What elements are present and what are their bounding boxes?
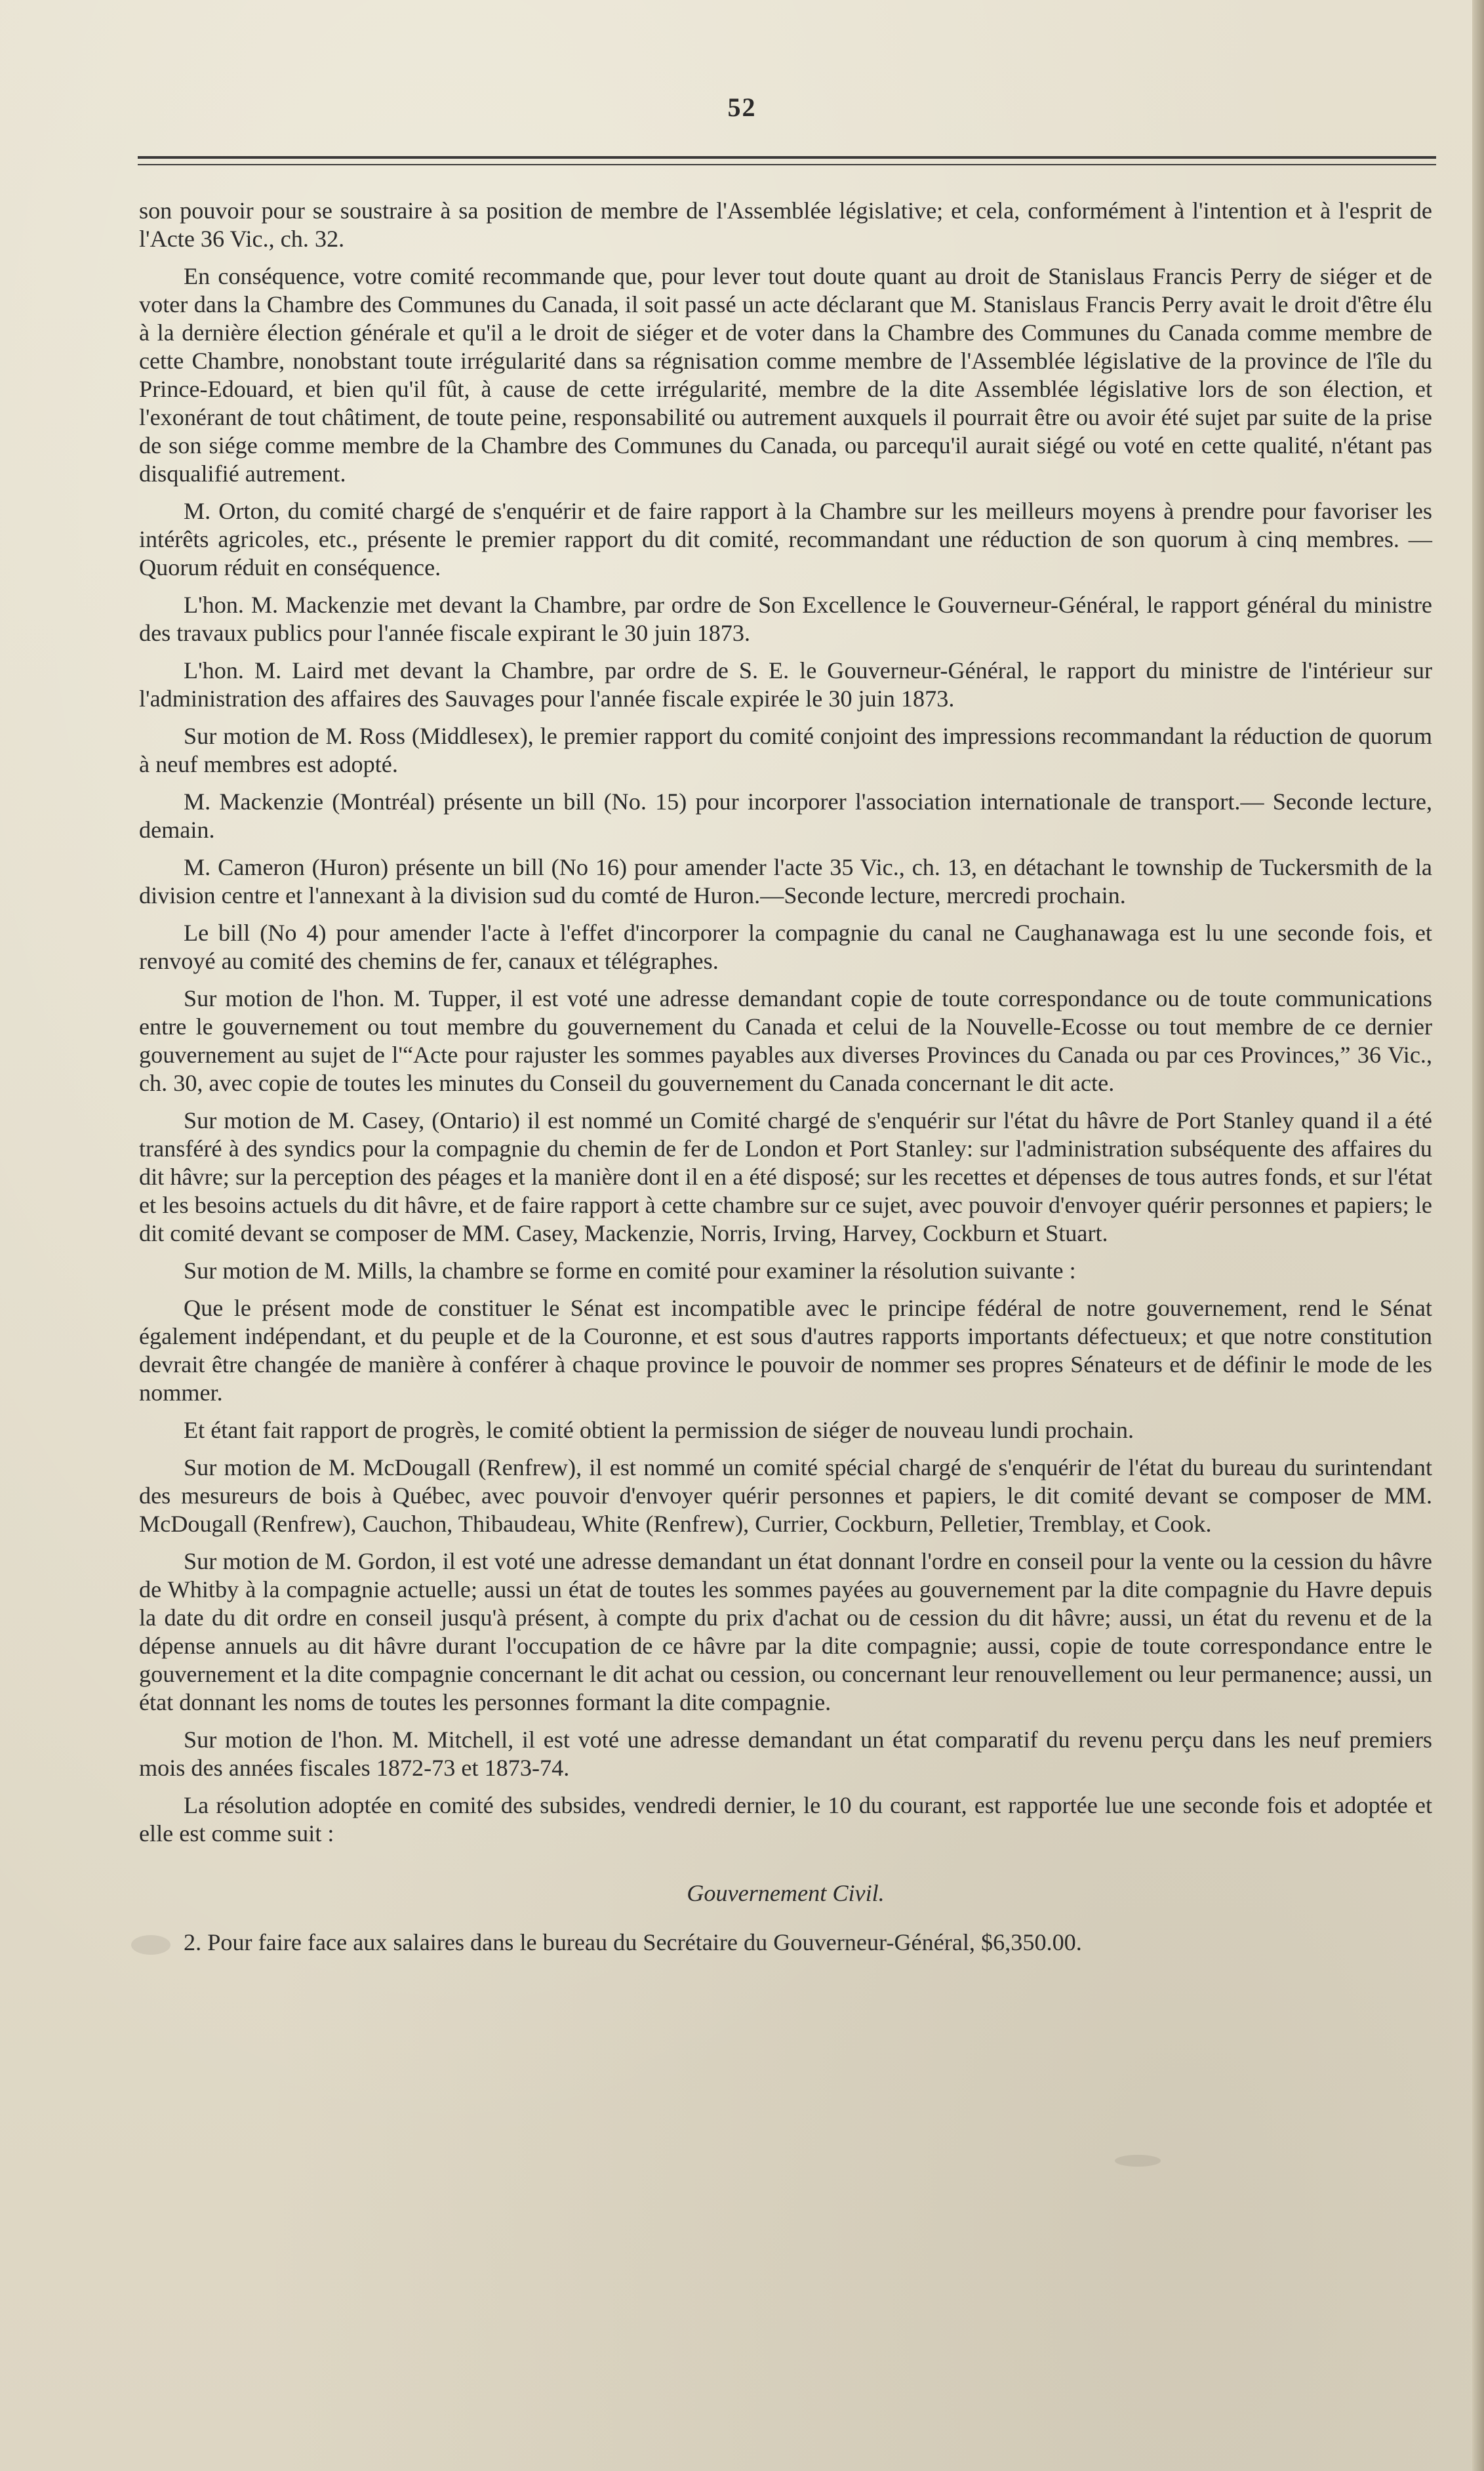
paragraph-laird-report: L'hon. M. Laird met devant la Chambre, par ordre de S. E. le Gouverneur-Général, le rapport du ministre de l'intérieur sur l'administration des affaires des Sauvages pour l'année fiscale expirée le 30 juin 1873.	[139, 657, 1432, 712]
paragraph-senate-resolution: Que le présent mode de constituer le Sénat est incompatible avec le principe fédéral de notre gouvernement, rend le Sénat également indépendant, et du peuple et de la Couronne, et est sous d'autres rapports importants défectueux; et que notre constitution devrait être changée de manière à conférer à chaque province le pouvoir de nommer ses propres Sénateurs et de définir le mode de les nommer.	[139, 1295, 1432, 1406]
paragraph-progress-report: Et étant fait rapport de progrès, le comité obtient la permission de siéger de nouveau lundi prochain.	[184, 1417, 1134, 1443]
header-rule-thin	[138, 164, 1436, 165]
appropriation-item: 2. Pour faire face aux salaires dans le bureau du Secrétaire du Gouverneur-Général, $6,350.00.	[184, 1929, 1082, 1955]
header-rule-thick	[138, 156, 1436, 159]
paragraph-casey-motion: Sur motion de M. Casey, (Ontario) il est nommé un Comité chargé de s'enquérir sur l'état du hâvre de Port Stanley quand il a été transféré à des syndics pour la compagnie du chemin de fer de London et Port Stanley: sur l'administration subséquente des affaires du dit hâvre; sur la perception des péages et la manière dont il en a été disposé; sur les recettes et dépenses de tous autres fonds, et sur l'état et les besoins actuels du dit hâvre, et de faire rapport à cette chambre sur ce sujet, avec pouvoir d'envoyer quérir personnes et papiers; le dit comité devant se composer de MM. Casey, Mackenzie, Norris, Irving, Harvey, Cockburn et Stuart.	[139, 1107, 1432, 1246]
paragraph-tupper-motion: Sur motion de l'hon. M. Tupper, il est voté une adresse demandant copie de toute correspondance ou de toute communications entre le gouvernement ou tout membre du gouvernement du Canada et celui de la Nouvelle-Ecosse ou tout membre de ce dernier gouvernement au sujet de l'“Acte pour rajuster les sommes payables aux diverses Provinces du Canada ou par ces Provinces,” 36 Vic., ch. 30, avec copie de toutes les minutes du Conseil du gouvernement du Canada concernant le dit acte.	[139, 985, 1432, 1096]
paragraph-cameron-bill: M. Cameron (Huron) présente un bill (No 16) pour amender l'acte 35 Vic., ch. 13, en détachant le township de Tuckersmith de la division centre et l'annexant à la division sud du comté de Huron.—Seconde lecture, mercredi prochain.	[139, 854, 1432, 909]
paragraph-mackenzie-public-works: L'hon. M. Mackenzie met devant la Chambre, par ordre de Son Excellence le Gouverneur-Général, le rapport général du ministre des travaux publics pour l'année fiscale expirant le 30 juin 1873.	[139, 592, 1432, 646]
paragraph-gordon-motion: Sur motion de M. Gordon, il est voté une adresse demandant un état donnant l'ordre en conseil pour la vente ou la cession du hâvre de Whitby à la compagnie actuelle; aussi un état de toutes les sommes payées au gouvernement par la dite compagnie du Havre depuis la date du dit ordre en conseil jusqu'à présent, à compte du prix d'achat ou de cession du dit hâvre; aussi, un état du revenu et de la dépense annuels au dit hâvre durant l'occupation de ce hâvre par la dite compagnie; aussi, copie de toute correspondance entre le gouvernement et la dite compagnie concernant le dit achat ou cession, ou concernant leur renouvellement ou leur permanence; aussi, un état donnant les noms de toutes les personnes formant la dite compagnie.	[139, 1548, 1432, 1715]
paragraph-bill-no-4: Le bill (No 4) pour amender l'acte à l'effet d'incorporer la compagnie du canal ne Caughanawaga est lu une seconde fois, et renvoyé au comité des chemins de fer, canaux et télégraphes.	[139, 920, 1432, 974]
paragraph-supply-resolution: La résolution adoptée en comité des subsides, vendredi dernier, le 10 du courant, est rapportée lue une seconde fois et adoptée et elle est comme suit :	[139, 1792, 1432, 1847]
paragraph-mitchell-motion: Sur motion de l'hon. M. Mitchell, il est voté une adresse demandant un état comparatif du revenu perçu dans les neuf premiers mois des années fiscales 1872-73 et 1873-74.	[139, 1726, 1432, 1781]
ink-smudge	[1115, 2155, 1161, 2167]
paragraph-orton-report: M. Orton, du comité chargé de s'enquérir et de faire rapport à la Chambre sur les meilleurs moyens à prendre pour favoriser les intérêts agricoles, etc., présente le premier rapport du dit comité, recommandant une réduction de son quorum à cinq membres. —Quorum réduit en conséquence.	[139, 498, 1432, 581]
paragraph-ross-motion: Sur motion de M. Ross (Middlesex), le premier rapport du comité conjoint des impressions recommandant la réduction de quorum à neuf membres est adopté.	[139, 723, 1432, 777]
page-edge-shadow	[1472, 0, 1484, 2471]
journal-text	[139, 197, 1432, 1966]
paragraph-continuation: son pouvoir pour se soustraire à sa position de membre de l'Assemblée législative; et cela, conformément à l'intention et à l'esprit de l'Acte 36 Vic., ch. 32.	[139, 197, 1432, 252]
paragraph-mills-motion: Sur motion de M. Mills, la chambre se forme en comité pour examiner la résolution suivante :	[184, 1257, 1076, 1284]
paragraph-mackenzie-bill: M. Mackenzie (Montréal) présente un bill (No. 15) pour incorporer l'association internationale de transport.— Seconde lecture, demain.	[139, 788, 1432, 843]
paragraph-mcdougall-motion: Sur motion de M. McDougall (Renfrew), il est nommé un comité spécial chargé de s'enquérir de l'état du bureau du surintendant des mesureurs de bois à Québec, avec pouvoir d'envoyer quérir personnes et papiers, le dit comité devant se composer de MM. McDougall (Renfrew), Cauchon, Thibaudeau, White (Renfrew), Currier, Cockburn, Pelletier, Tremblay, et Cook.	[139, 1454, 1432, 1537]
paragraph-perry-recommendation: En conséquence, votre comité recommande que, pour lever tout doute quant au droit de Stanislaus Francis Perry de siéger et de voter dans la Chambre des Communes du Canada, il soit passé un acte déclarant que M. Stanislaus Francis Perry avait le droit d'être élu à la dernière élection générale et qu'il a le droit de siéger et de voter dans la Chambre des Communes du Canada comme membre de cette Chambre, nonobstant toute irrégularité dans sa régnisation comme membre de l'Assemblée législative de la province de l'île du Prince-Edouard, et bien qu'il fût, à cause de cette irrégularité, membre de la dite Assemblée législative lors de son élection, et l'exonérant de tout châtiment, de toute peine, responsabilité ou autrement auxquels il pourrait être ou avoir été sujet par suite de la prise de son siége comme membre de la Chambre des Communes du Canada, ou parcequ'il aurait siégé ou voté en cette qualité, n'étant pas disqualifié autrement.	[139, 263, 1432, 487]
page-number: 52	[727, 92, 757, 122]
section-heading: Gouvernement Civil.	[687, 1880, 885, 1906]
